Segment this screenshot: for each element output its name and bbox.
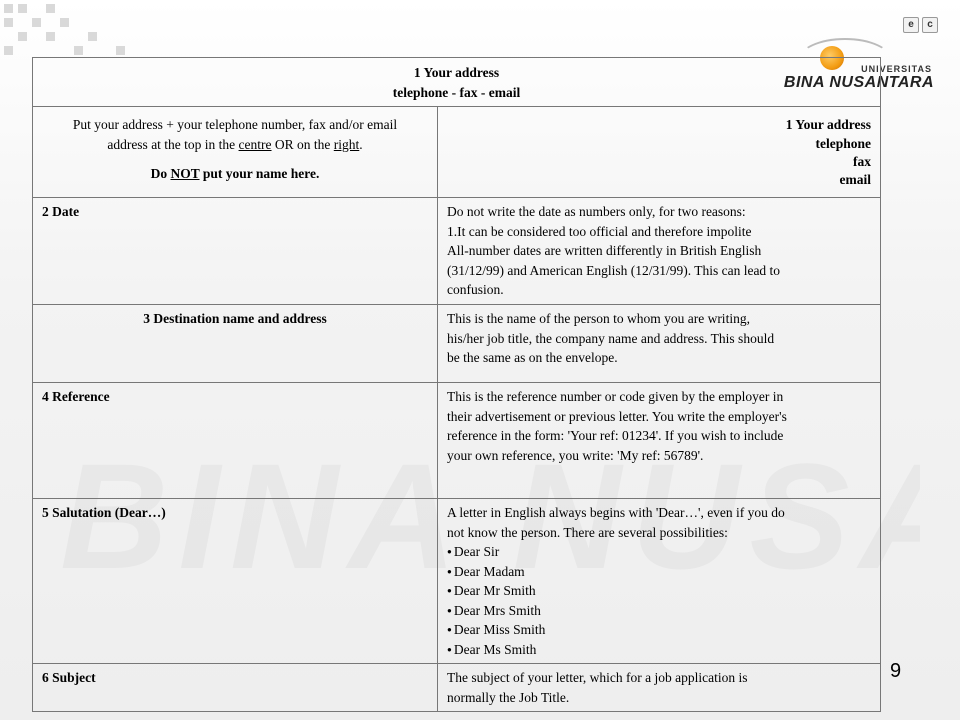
table-row-date [33,198,881,305]
description-line: your own reference, you write: 'My ref: 56789'. [447,447,704,463]
salutation-option: ● Dear Sir [447,542,871,562]
table-row-reference [33,383,881,499]
header-cell [33,58,881,107]
description-line: confusion. [447,282,504,297]
description-line: normally the Job Title. [447,689,570,705]
logo-text-bina-nusantara: BINA NUSANTARA [783,74,934,91]
salutation-option: ● Dear Miss Smith [447,620,871,640]
letter-layout-table [32,57,881,712]
row-label: 5 Salutation (Dear…) [33,499,438,664]
table-row-subject [33,664,881,712]
salutation-option: ● Dear Ms Smith [447,640,871,660]
row-description [438,198,881,305]
logo-text-universitas: UNIVERSITAS [861,64,932,74]
table-row-address [33,107,881,198]
header-line-1: 1 Your address [413,65,500,80]
description-line: their advertisement or previous letter. You write the employer's [447,408,787,424]
row-label: 3 Destination name and address [33,305,438,383]
header-line-2: telephone - fax - email [392,84,521,100]
salutation-option: ● Dear Mr Smith [447,581,871,601]
table-row-destination [33,305,881,383]
description-line: All-number dates are written differently in British English [447,243,762,258]
address-instruction-cell [33,107,438,198]
salutation-option: ● Dear Madam [447,562,871,582]
description-line: reference in the form: 'Your ref: 01234'. If you wish to include [447,428,784,443]
description-line: not know the person. There are several possibilities: [447,524,728,540]
row-label: 6 Subject [33,664,438,712]
description-line: The subject of your letter, which for a job application is [447,670,748,685]
salutation-option: ● Dear Mrs Smith [447,601,871,621]
address-instruction-line-2: address at the top in the centre OR on the right. [107,136,363,152]
description-line: (31/12/99) and American English (12/31/99). This can lead to [447,262,781,278]
row-description [438,499,881,664]
row-description [438,305,881,383]
address-example-line: email [839,171,871,187]
e-icon: e [903,17,919,33]
address-instruction-line-3: Do NOT put your name here. [150,166,320,181]
address-example-line: fax [853,153,871,169]
address-example-line: telephone [815,135,871,151]
description-line: 1.It can be considered too official and therefore impolite [447,223,752,239]
row-description [438,664,881,712]
description-line: This is the reference number or code given by the employer in [447,389,784,404]
address-example-line: 1 Your address [785,117,871,132]
address-example-cell [438,107,881,198]
row-description [438,383,881,499]
description-line: be the same as on the envelope. [447,350,618,365]
copyright-icon: c [922,17,938,33]
description-line: his/her job title, the company name and address. This should [447,330,775,346]
description-line: This is the name of the person to whom you are writing, [447,311,750,326]
row-label: 2 Date [33,198,438,305]
description-line: Do not write the date as numbers only, for two reasons: [447,204,746,219]
address-instruction-line-1: Put your address + your telephone number, fax and/or email [72,117,398,132]
table-row-header [33,58,881,107]
description-line: A letter in English always begins with 'Dear…', even if you do [447,505,785,520]
row-label: 4 Reference [33,383,438,499]
table-row-salutation [33,499,881,664]
page-number: 9 [890,660,902,682]
